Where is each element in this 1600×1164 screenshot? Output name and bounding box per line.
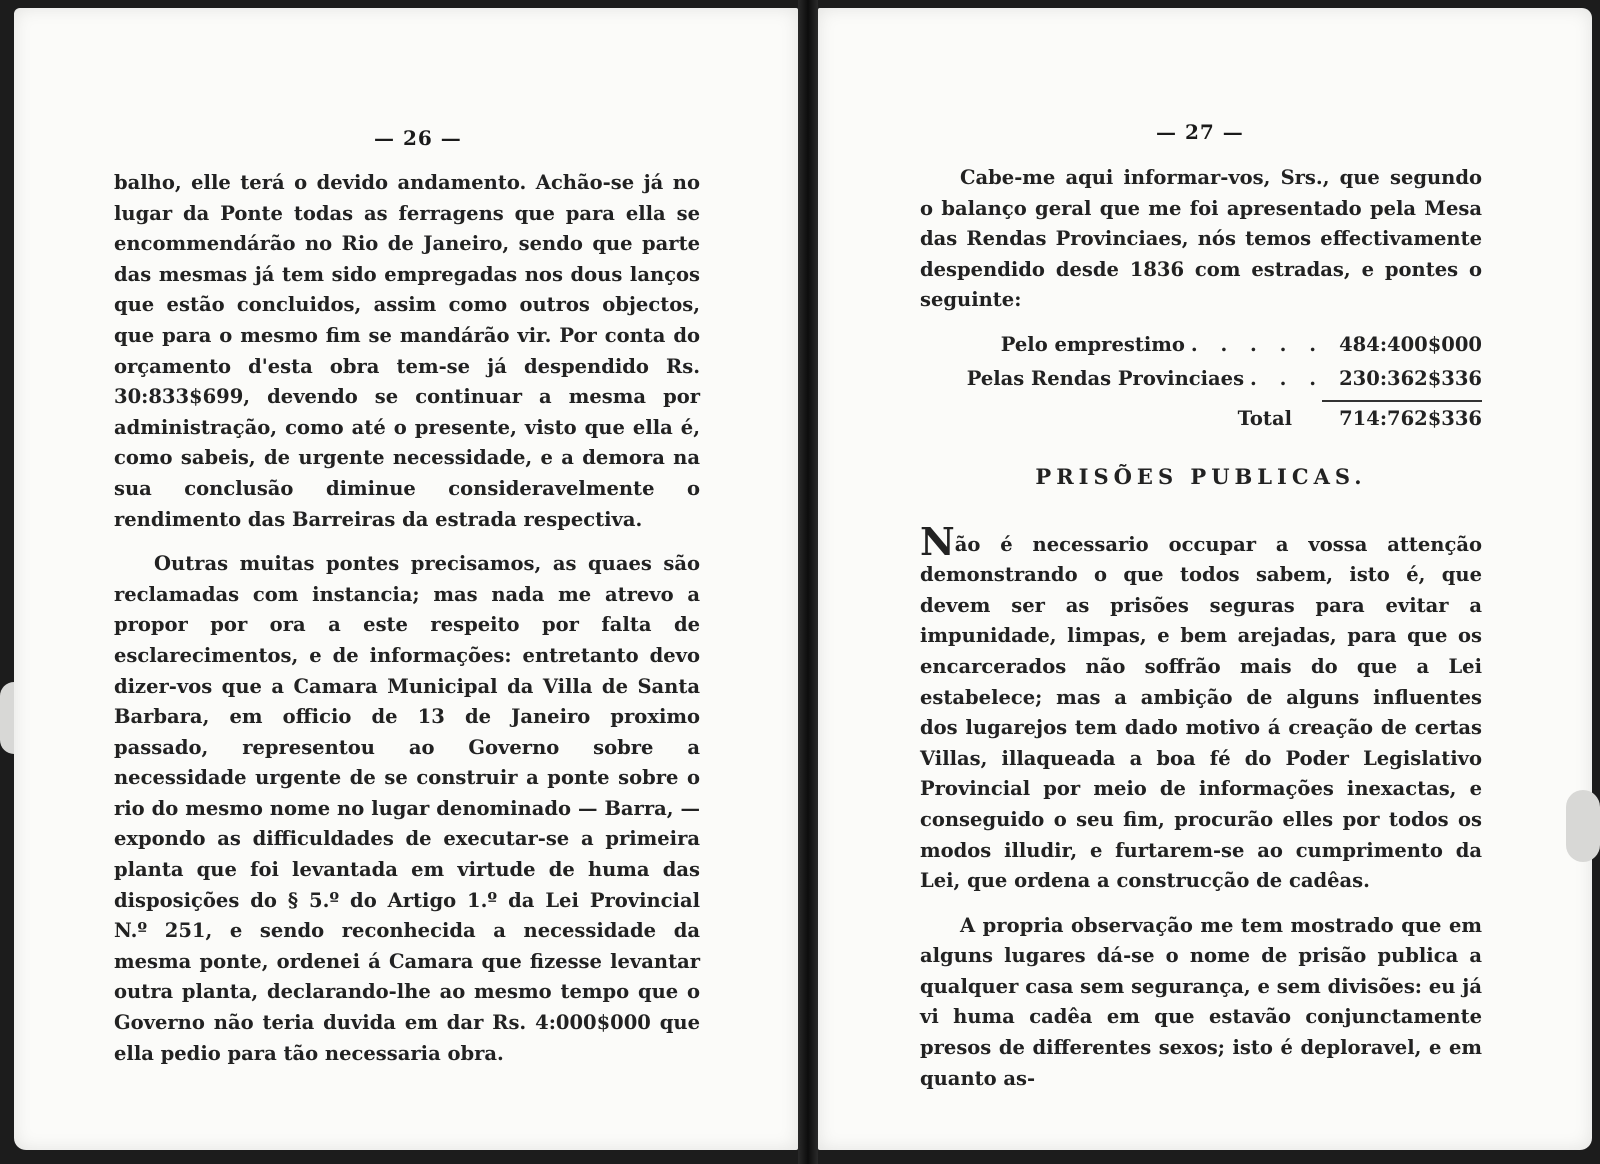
leader-dots: . . . <box>1250 366 1324 390</box>
book-gutter <box>798 0 818 1164</box>
leader-dots: . . . . . <box>1190 332 1324 356</box>
paragraph: Outras muitas pontes precisamos, as quaes são reclamadas com instancia; mas nada me atrevo a propor por ora a este respeito por falta de esclarecimentos, e de informações: entretanto devo dizer-vos que a Camara Municipal da Villa de Santa Barbara, em officio de 13 de Janeiro proximo passado, representou ao Governo sobre a necessidade urgente de se construir a ponte sobre o rio do mesmo nome no lugar denominado — Barra, — expondo as difficuldades de executar-se a primeira planta que foi levantada em virtude de huma das disposições do § 5.º do Artigo 1.º da Lei Provincial N.º 251, e sendo reconhecida a necessidade da mesma ponte, ordenei á Camara que fizesse levantar outra planta, declarando-lhe ao mesmo tempo que o Governo não teria duvida em dar Rs. 4:000$000 que ella pedio para tão necessaria obra. <box>114 552 700 1065</box>
section-heading: PRISÕES PUBLICAS. <box>1035 463 1367 489</box>
paragraph: A propria observação me tem mostrado que em alguns lugares dá-se o nome de prisão publica a qualquer casa sem segurança, e sem divisões: eu já vi huma cadêa em que estavão conjunctamente presos de differentes sexos; isto é deploravel, e em quanto as- <box>920 913 1482 1090</box>
paragraph-text: ão é necessario occupar a vossa attenção demonstrando o que todos sabem, isto é, que devem ser as prisões seguras para evitar a impunidade, limpas, e bem arejadas, para que os encarcerados não soffrão mais do que a Lei estabelece; mas a ambição de alguns influentes dos lugarejos tem dado motivo á creação de certas Villas, illaqueada a boa fé do Poder Legislativo Provincial por meio de informações inexactas, e conseguido o seu fim, procurão elles por todos os modos illudir, e furtarem-se ao cumprimento da Lei, que ordena a construcção de cadêas. <box>920 532 1482 893</box>
page-number-right: — 27 — <box>1156 120 1244 144</box>
page-number-left: — 26 — <box>374 126 462 150</box>
total-amount: 714:762$336 <box>1339 406 1482 430</box>
left-page <box>14 8 798 1150</box>
total-label: Total <box>1237 406 1292 430</box>
right-page <box>818 8 1592 1150</box>
left-text-column <box>114 168 700 1083</box>
expense-amount: 230:362$336 <box>1339 366 1482 390</box>
total-row <box>920 404 1482 438</box>
right-text-column <box>920 163 1482 1108</box>
expense-label: Pelo emprestimo <box>1000 332 1185 356</box>
paragraph: balho, elle terá o devido andamento. Achão-se já no lugar da Ponte todas as ferragens que para ella se encommendárão no Rio de Janeiro, sendo que parte das mesmas já tem sido empregadas nos dous lanços que estão concluidos, assim como outros objectos, que para o mesmo fim se mandárão vir. Por conta do orçamento d'esta obra tem-se já despendido Rs. 30:833$699, devendo se continuar a mesma por administração, como até o presente, visto que ella é, como sabeis, de urgente necessidade, e a demora na sua conclusão diminue consideravelmente o rendimento das Barreiras da estrada respectiva. <box>114 171 700 531</box>
expense-row <box>920 364 1482 398</box>
page-tab-right <box>1566 790 1600 862</box>
paragraph: Cabe-me aqui informar-vos, Srs., que segundo o balanço geral que me foi apresentado pela Mesa das Rendas Provinciaes, nós temos effectivamente despendido desde 1836 com estradas, e pontes o seguinte: <box>920 166 1482 312</box>
sum-rule <box>1322 400 1482 402</box>
expense-table <box>920 330 1482 438</box>
paragraph <box>920 518 1482 897</box>
expense-label: Pelas Rendas Provinciaes <box>966 366 1245 390</box>
expense-row <box>920 330 1482 364</box>
expense-amount: 484:400$000 <box>1339 332 1482 356</box>
drop-cap: N <box>920 518 955 564</box>
